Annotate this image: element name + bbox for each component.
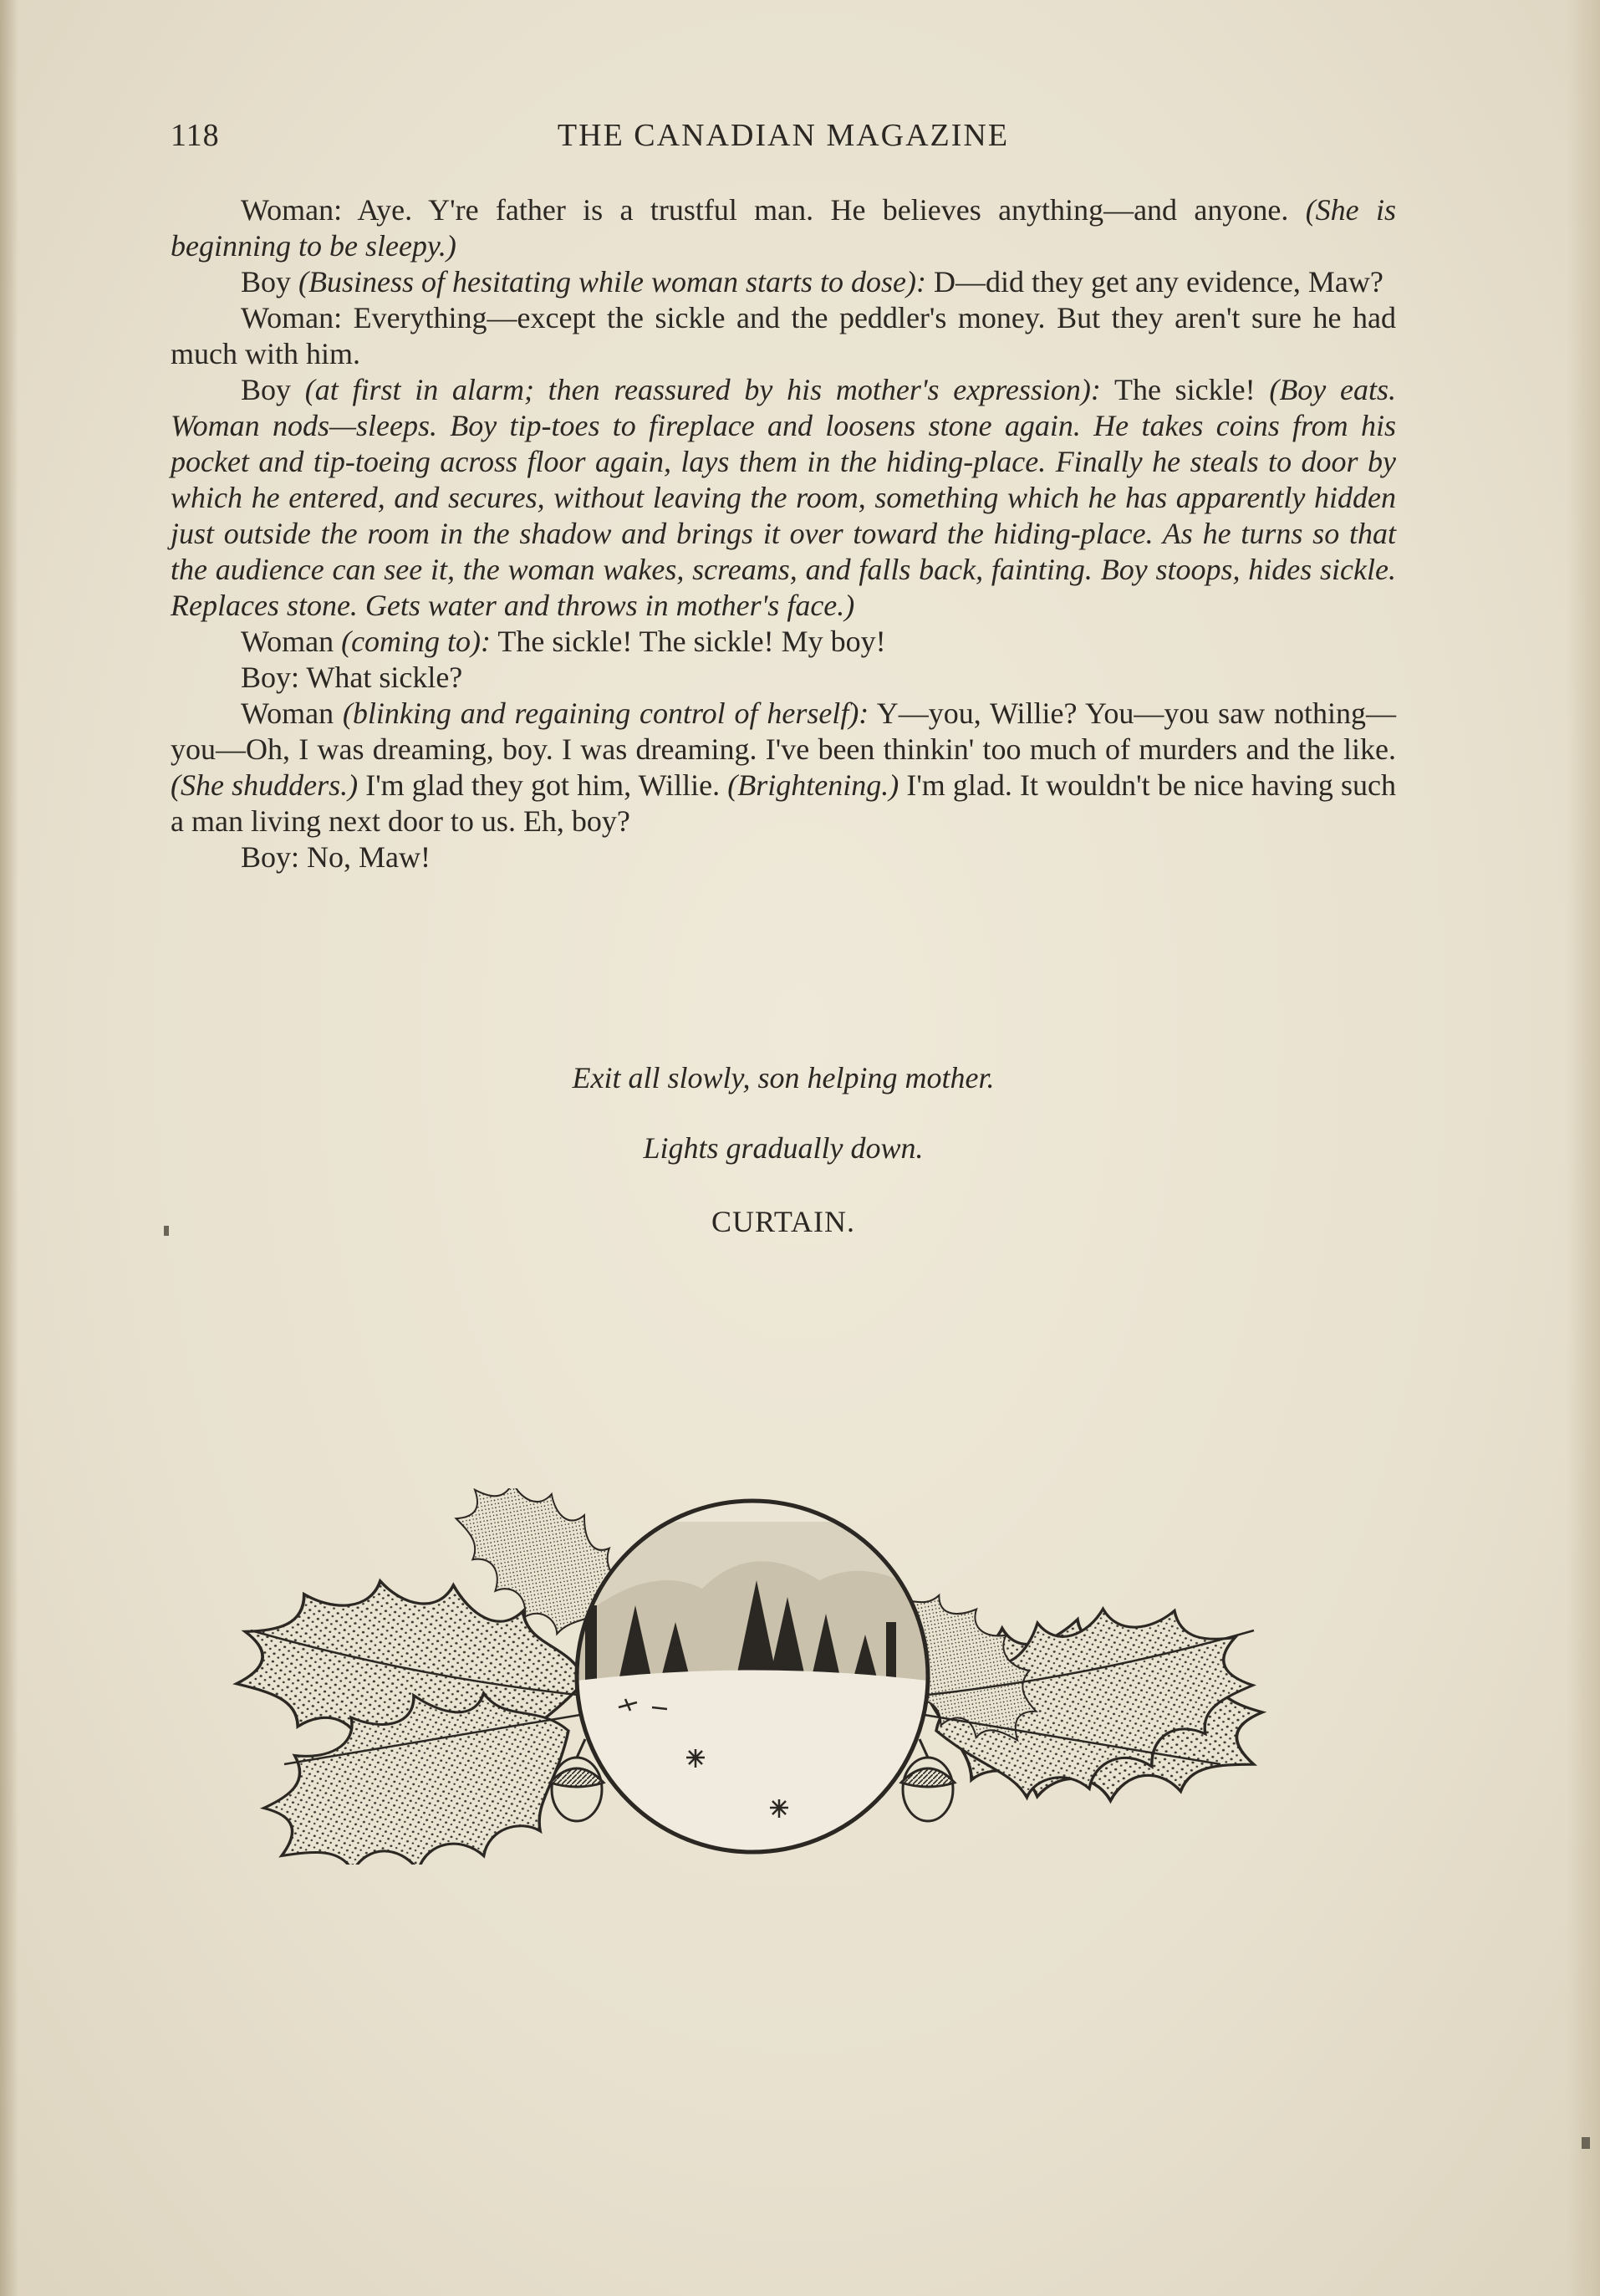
curtain-line: CURTAIN. xyxy=(711,1205,855,1238)
dialogue-text: Woman xyxy=(241,696,343,730)
dialogue-text: Woman: Aye. Y're father is a trustful man. He believes anything—and anyone. xyxy=(241,193,1306,227)
stage-direction-text: (coming to): xyxy=(341,625,492,658)
dialogue-paragraph xyxy=(171,264,1396,300)
stage-direction-text: (Brightening.) xyxy=(727,768,899,802)
ink-speck xyxy=(164,1226,169,1236)
stage-direction-text: (Boy eats. Woman nods—sleeps. Boy tip-toes to fireplace and loosens stone again. He takes coins from his pocket and tip-toeing across floor again, lays them in the hiding-place. Finally he steals to door by which he entered, and secures, without leaving the room, something which he has apparently hidden just outside the room in the shadow and brings it over toward the hiding-place. As he turns so that the audience can see it, the woman wakes, screams, and falls back, fainting. Boy stoops, hides sickle. Replaces stone. Gets water and throws in mother's face.) xyxy=(171,373,1396,622)
dialogue-text: I'm glad. It wouldn't be nice having such a man living next door to us. Eh, boy? xyxy=(171,768,1397,838)
dialogue-text: Boy: What sickle? xyxy=(241,661,463,694)
dialogue-paragraph xyxy=(171,839,1396,875)
stage-direction-text: (She is beginning to be sleepy.) xyxy=(171,193,1397,263)
dialogue-text: Boy xyxy=(241,373,305,406)
dialogue-text: The sickle! The sickle! My boy! xyxy=(491,625,886,658)
winter-scene-medallion-icon xyxy=(577,1501,928,1856)
stage-direction-text: (at first in alarm; then reassured by his mother's expression): xyxy=(304,373,1101,406)
dialogue-paragraph xyxy=(171,660,1396,696)
dialogue-text: I'm glad they got him, Willie. xyxy=(358,768,728,802)
play-dialogue xyxy=(171,192,1396,875)
oak-leaf-acorn-ornament-icon xyxy=(150,1488,1354,1865)
stage-direction-exit: Exit all slowly, son helping mother. xyxy=(572,1061,995,1094)
stage-direction-lights: Lights gradually down. xyxy=(643,1131,924,1165)
dialogue-text: Boy xyxy=(241,265,299,298)
dialogue-text: Y—you, Willie? You—you saw nothing—you—Oh, I was dreaming, boy. I was dreaming. I've been thinkin' too much of murders and the like. xyxy=(171,696,1396,766)
dialogue-paragraph xyxy=(171,192,1396,264)
page-left-shadow xyxy=(0,0,18,2296)
dialogue-paragraph xyxy=(171,300,1396,372)
dialogue-text: Boy: No, Maw! xyxy=(241,840,431,874)
dialogue-text: Woman xyxy=(241,625,342,658)
stage-direction-text: (Business of hesitating while woman starts to dose): xyxy=(298,265,927,298)
dialogue-paragraph xyxy=(171,624,1396,660)
dialogue-text: Woman: Everything—except the sickle and the peddler's money. But they aren't sure he had much with him. xyxy=(171,301,1396,370)
dialogue-paragraph xyxy=(171,696,1396,839)
dialogue-paragraph xyxy=(171,372,1396,624)
page-number: 118 xyxy=(171,118,220,153)
binding-mark xyxy=(1582,2137,1590,2149)
page-right-edge xyxy=(1567,0,1600,2296)
stage-direction-text: (blinking and regaining control of herself): xyxy=(342,696,869,730)
dialogue-text: The sickle! xyxy=(1100,373,1270,406)
stage-direction-text: (She shudders.) xyxy=(171,768,359,802)
running-head xyxy=(171,117,1396,159)
dialogue-text: D—did they get any evidence, Maw? xyxy=(926,265,1383,298)
magazine-title: THE CANADIAN MAGAZINE xyxy=(557,118,1010,153)
